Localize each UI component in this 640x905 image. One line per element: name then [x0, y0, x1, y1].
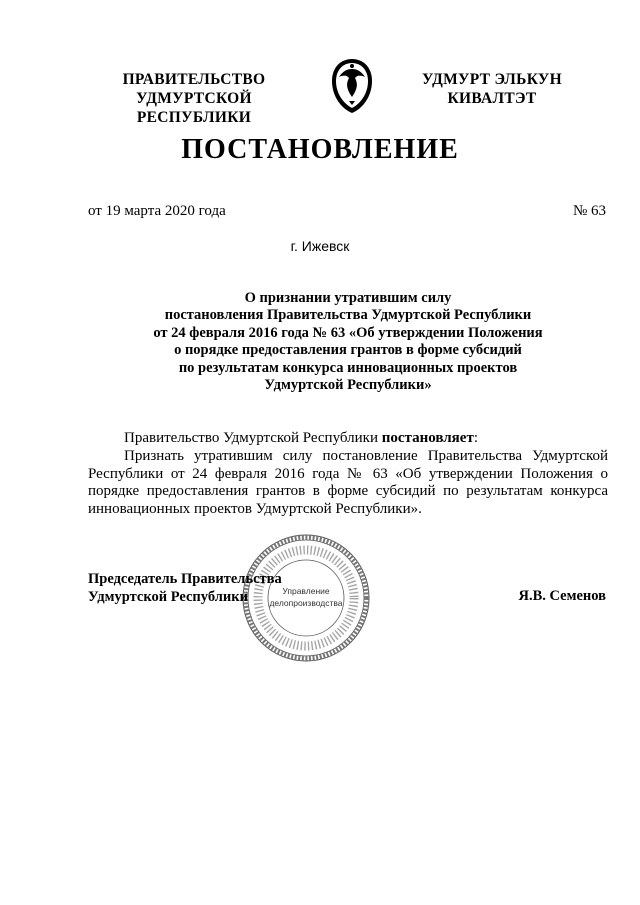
document-date: от 19 марта 2020 года — [88, 203, 226, 219]
preamble-end: : — [473, 430, 478, 446]
resolution-paragraph: Признать утратившим силу постановление Правительства Удмуртской Республики от 24 февраля 2016 года № 63 «Об утверждении Положения о порядке предоставления грантов в форме субсидий по результатам конкурса инновационных проектов Удмуртской Республики». — [88, 448, 608, 517]
government-name-russian — [78, 70, 310, 127]
preamble-paragraph — [88, 430, 608, 448]
signatory-position-line1: Председатель Правительства — [88, 571, 282, 587]
government-name-udmurt — [412, 70, 572, 108]
document-city: г. Ижевск — [290, 238, 350, 254]
header-right-line2: КИВАЛТЭТ — [447, 90, 537, 107]
signatory-name: Я.В. Семенов — [518, 588, 606, 604]
udmurt-coat-of-arms-icon — [329, 57, 375, 115]
header-left-line2: УДМУРТСКОЙ РЕСПУБЛИКИ — [136, 90, 252, 126]
subject-line: постановления Правительства Удмуртской Республики — [164, 307, 532, 324]
seal-center-line1: Управление — [282, 586, 330, 596]
document-title: ПОСТАНОВЛЕНИЕ — [181, 134, 459, 165]
signatory-position-line2: Удмуртской Республики — [88, 589, 248, 605]
header-left-line1: ПРАВИТЕЛЬСТВО — [122, 71, 266, 88]
subject-line: Удмуртской Республики» — [264, 377, 432, 394]
preamble-keyword: постановляет — [381, 430, 474, 446]
document-number: № 63 — [572, 203, 606, 219]
subject-line: от 24 февраля 2016 года № 63 «Об утверждении Положения — [153, 324, 543, 341]
seal-center-line2: делопроизводства — [269, 598, 343, 608]
subject-line: О признании утратившим силу — [244, 290, 452, 306]
subject-line: о порядке предоставления грантов в форме субсидий — [174, 342, 522, 359]
header-right-line1: УДМУРТ ЭЛЬКУН — [422, 71, 562, 88]
document-subject — [88, 290, 608, 394]
subject-line: по результатам конкурса инновационных проектов — [178, 359, 518, 376]
signatory-position — [88, 570, 282, 606]
preamble-text: Правительство Удмуртской Республики — [124, 430, 378, 446]
